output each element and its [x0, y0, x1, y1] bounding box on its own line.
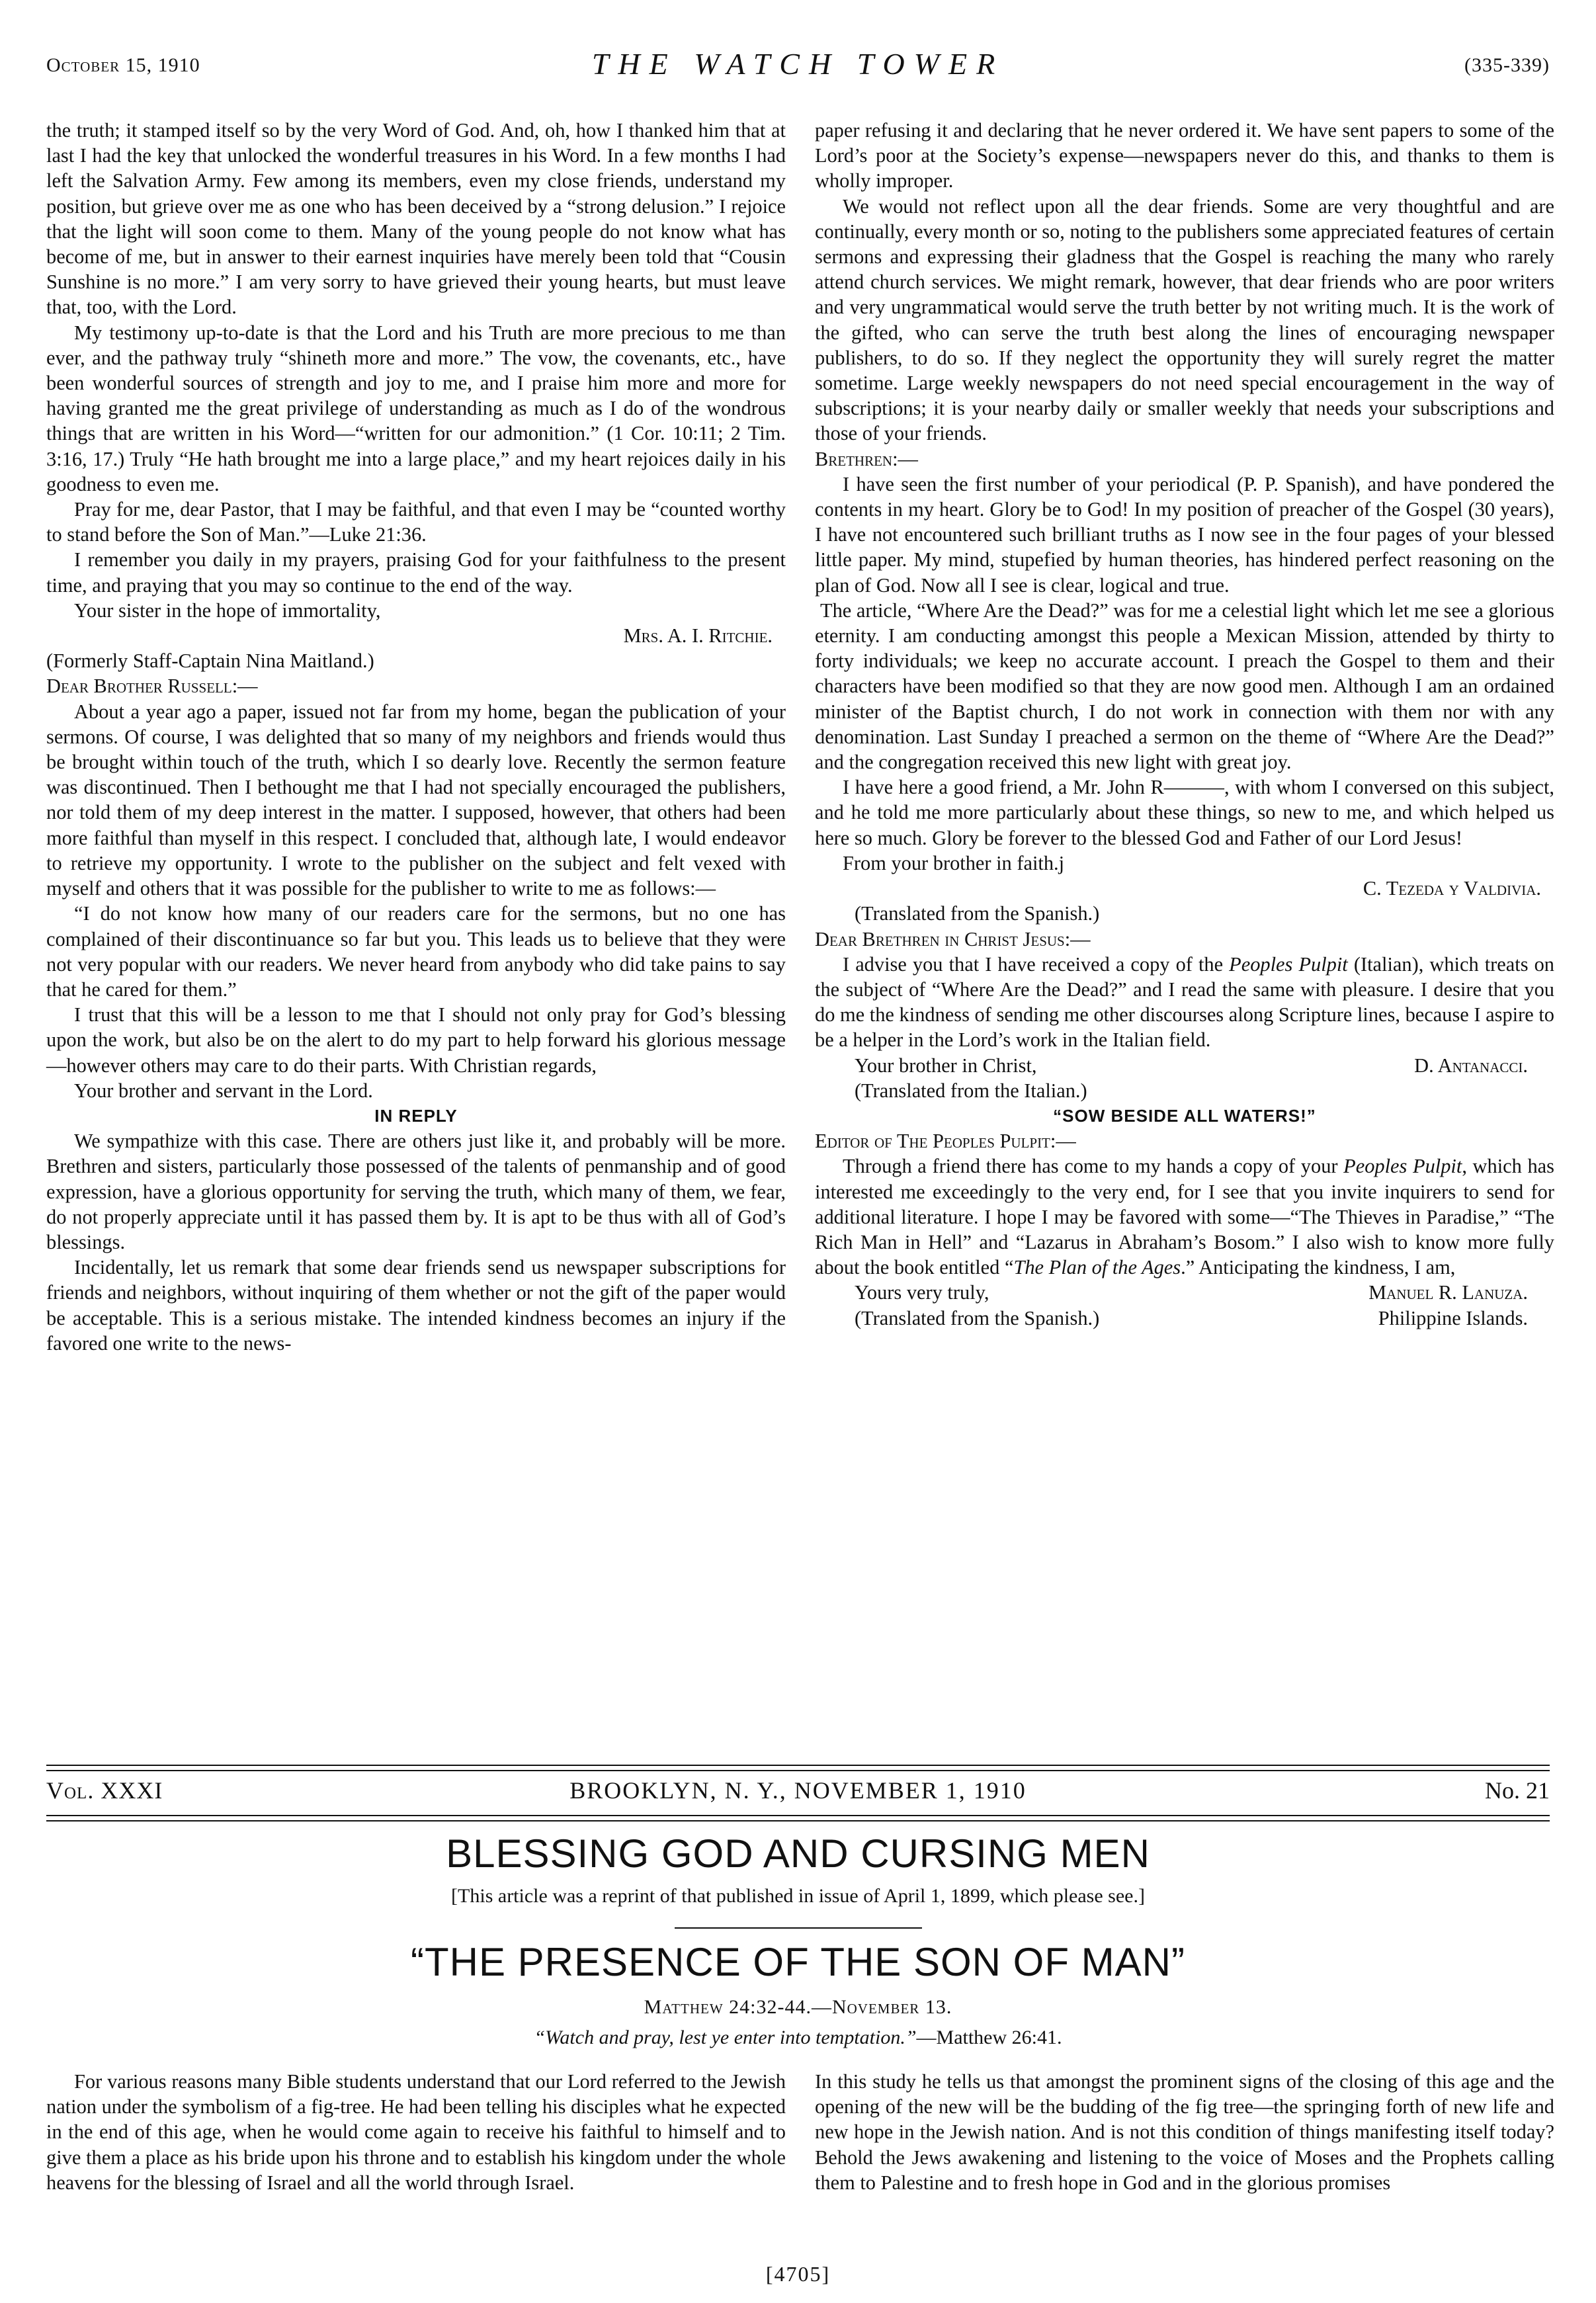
page-number: [4705] [765, 2262, 831, 2286]
paragraph: For various reasons many Bible students understand that our Lord referred to the Jewish nation under the symbolism of a fig-tree. He had been telling his disciples what he expected in the end of this age, when he would come again to receive his faithful to himself and to give them a place as his bride upon his throne and to establish his kingdom under the whole heavens for the blessing of Israel and all the world through Israel. [46, 2070, 786, 2194]
paragraph [815, 1153, 1554, 1280]
divider [675, 1927, 922, 1929]
running-head [46, 46, 1550, 86]
paragraph: We would not reflect upon all the dear friends. Some are very thoughtful and are continually, every month or so, noting to the publishers some appreciated features of certain sermons and expressing their gladness that the Gospel is reaching the many who rarely attend church services. We might remark, however, that dear friends who are poor writers and very ungrammatical would serve the truth better by not writing much. It is the work of the gifted, who can serve the truth best along the lines of encouraging newspaper publishers, to do so. If they neglect the opportunity they will surely regret the matter sometime. Large weekly newspapers do not need special encouragement in the way of subscriptions; it is your nearby daily or smaller weekly that needs your subscriptions and those of your friends. [815, 194, 1554, 445]
text-run: .” Anticipating the kindness, I am, [1181, 1256, 1456, 1279]
column-bottom-right [815, 2069, 1554, 2195]
text-run: I advise you that I have received a copy of the [843, 952, 1230, 976]
paragraph: I trust that this will be a lesson to me that I should not only pray for God’s blessing upon the work, but also be on the alert to do my part to help forward his glorious message—however others may care to do their parts. With Christian regards, [46, 1003, 786, 1077]
paragraph: We sympathize with this case. There are others just like it, and probably will be more. Brethren and sisters, particularly those possessed of the talents of penmanship and of good expression, have a glorious opportunity for serving the truth, which many of them, we fear, do not properly appreciate until it has passed them by. It is apt to be thus with all of God’s blessings. [46, 1130, 786, 1253]
paragraph: I have seen the first number of your periodical (P. P. Spanish), and have pondered the contents in my heart. Glory be to God! In my position of preacher of the Gospel (30 years), I have not encountered such brilliant truths as I now see in the four pages of your blessed little paper. My mind, stupefied by human theories, has hindered perfect reasoning on the plan of God. Now all I see is clear, logical and true. [815, 472, 1554, 597]
column-top-left [46, 118, 786, 1356]
article-note: [This article was a reprint of that published in issue of April 1, 1899, which please see.] [451, 1885, 1145, 1907]
book-title: The Plan of the Ages [1013, 1256, 1181, 1279]
letter-closing: Your brother and servant in the Lord. [74, 1079, 373, 1102]
signature-note: (Formerly Staff-Captain Nina Maitland.) [46, 649, 374, 673]
text-run: , which has interested me exceedingly to the very end, for I see that you invite inquirers to send for additional literature. I hope I may be favored with some—“The Thieves in Paradise,” “The Rich Man in Hell” and “Lazarus in Abraham’s Bosom.” I also wish to know more fully about the book entitled “ [815, 1155, 1554, 1279]
motto-text: “Watch and pray, lest ye enter into temptation.” [534, 2027, 917, 2048]
paragraph: Incidentally, let us remark that some dear friends send us newspaper subscriptions for friends and neighbors, without inquiring of them whether or not the gift of the paper would be acceptable. This is a serious mistake. The intended kindness becomes an injury if the favored one write to the news- [46, 1256, 786, 1355]
paragraph: “I do not know how many of our readers care for the sermons, but no one has complained of their discontinuance so far but you. This leads us to believe that they were not very popular with our readers. We never heard from anybody who did take pains to say that he cared for them.” [46, 902, 786, 1001]
signature-row [815, 1053, 1554, 1078]
signature-place: Philippine Islands. [1378, 1306, 1528, 1329]
paragraph: the truth; it stamped itself so by the very Word of God. And, oh, how I thanked him that at last I had the key that unlocked the wonderful treasures in his Word. In a few months I had left the Salvation Army. Few among its members, even my close friends, understand my position, but grieve over me as one who has been deceived by a “strong delusion.” I rejoice that the light will soon come to them. Many of the young people do not know what has become of me, but in answer to their earnest inquiries have merely been told that “Cousin Sunshine is no more.” I am very sorry to have grieved their young hearts, but must leave that, too, with the Lord. [46, 119, 786, 319]
paragraph: paper refusing it and declaring that he never ordered it. We have sent papers to some of the Lord’s poor at the Society’s expense—newspapers never do this, and thanks to them is wholly improper. [815, 119, 1554, 192]
issue-line [46, 1777, 1550, 1810]
volume-number: Vol. XXXI [46, 1777, 163, 1804]
article-title: BLESSING GOD AND CURSING MEN [446, 1831, 1150, 1876]
signature-row [815, 1280, 1554, 1305]
paragraph: The article, “Where Are the Dead?” was for me a celestial light which let me see a glorious eternity. I am conducting amongst this people a Mexican Mission, attended by thirty to forty individuals; we keep no accurate account. I preach the Gospel to them and their characters have been modified so that they are now good men. Although I am an ordained minister of the Baptist church, I do not work in connection with them nor with any denomination. Last Sunday I preached a sermon on the theme of “Where Are the Dead?” and the congregation received this new light with great joy. [815, 599, 1554, 774]
letter-closing: Yours very truly, [855, 1281, 989, 1304]
letter-salutation: Dear Brother Russell:— [46, 675, 258, 698]
divider [46, 1765, 1550, 1771]
paragraph: I have here a good friend, a Mr. John R———, with whom I conversed on this subject, and he told me more particularly about these things, so new to me, and which helped us here so much. Glory be forever to the blessed God and Father of our Lord Jesus! [815, 776, 1554, 849]
scripture-reference: Matthew 24:32-44.—November 13. [644, 1996, 952, 2018]
letter-signature: Manuel R. Lanuza. [1368, 1281, 1528, 1304]
letter-signature: Mrs. A. I. Ritchie. [623, 624, 773, 648]
section-heading: “SOW BESIDE ALL WATERS!” [1053, 1105, 1316, 1126]
letter-signature: C. Tezeda y Valdivia. [1363, 877, 1541, 900]
page-range: (335-339) [1464, 54, 1550, 76]
publication-title: Peoples Pulpit [1229, 952, 1348, 976]
letter-salutation: Brethren:— [815, 447, 918, 470]
article-title: “THE PRESENCE OF THE SON OF MAN” [411, 1940, 1185, 1984]
paragraph [815, 952, 1554, 1053]
letter-salutation: Editor of The Peoples Pulpit:— [815, 1130, 1076, 1153]
publication-title: Peoples Pulpit [1343, 1155, 1462, 1178]
column-bottom-left [46, 2069, 786, 2195]
paragraph: About a year ago a paper, issued not far from my home, began the publication of your sermons. Of course, I was delighted that so many of my neighbors and friends would thus be brought within touch of the truth, which I so dearly love. Recently the sermon feature was discontinued. Then I bethought me that I had not specially encouraged the publishers, nor told them of my deep interest in the matter. I supposed, however, that others had been more faithful than myself in this respect. I concluded that, although late, I would endeavor to retrieve my opportunity. I wrote to the publisher on the subject and felt vexed with myself and others that it was possible for the publisher to write to me as follows:— [46, 700, 786, 900]
text-run: (Italian), which treats on the subject of “Where Are the Dead?” and I read the same with pleasure. I desire that you do me the kindness of sending me other discourses along Scripture lines, because I aspire to be a helper in the Lord’s work in the Italian field. [815, 952, 1554, 1052]
section-heading: IN REPLY [374, 1105, 458, 1126]
letter-closing: Your brother in Christ, [855, 1054, 1037, 1077]
masthead-title: THE WATCH TOWER [591, 47, 1005, 81]
translation-note: (Translated from the Spanish.) [855, 902, 1100, 925]
paragraph: Pray for me, dear Pastor, that I may be faithful, and that even I may be “counted worthy to stand before the Son of Man.”—Luke 21:36. [46, 498, 786, 546]
running-head-date: October 15, 1910 [46, 54, 200, 76]
letter-salutation: Dear Brethren in Christ Jesus:— [815, 927, 1091, 950]
signature-row [815, 1306, 1554, 1331]
text-run: Through a friend there has come to my hands a copy of your [843, 1155, 1344, 1178]
article-motto [0, 2027, 1596, 2049]
letter-signature: D. Antanacci. [1414, 1054, 1528, 1077]
divider [46, 1815, 1550, 1821]
letter-closing: Your sister in the hope of immortality, [74, 599, 381, 622]
column-top-right [815, 118, 1554, 1331]
issue-place-date: BROOKLYN, N. Y., NOVEMBER 1, 1910 [569, 1777, 1027, 1804]
translation-note: (Translated from the Italian.) [855, 1079, 1087, 1102]
paragraph: I remember you daily in my prayers, praising God for your faithfulness to the present time, and praying that you may so continue to the end of the way. [46, 548, 786, 597]
paragraph: In this study he tells us that amongst the prominent signs of the closing of this age and the opening of the new will be the budding of the fig tree—the springing forth of new life and new hope in the Jewish nation. And is not this condition of things manifesting itself today? Behold the Jews awakening and listening to the voice of Moses and the Prophets calling them to Palestine and to fresh hope in God and in the glorious promises [815, 2070, 1554, 2194]
motto-reference: —Matthew 26:41. [916, 2027, 1062, 2048]
paragraph: My testimony up-to-date is that the Lord and his Truth are more precious to me than ever, and the pathway truly “shineth more and more.” The vow, the covenants, etc., have been wonderful sources of strength and joy to me, and I praise him more and more for having granted me the great privilege of understanding as much as I do of the wondrous things that are written in his Word—“written for our admonition.” (1 Cor. 10:11; 2 Tim. 3:16, 17.) Truly “He hath brought me into a large place,” and my heart rejoices daily in his goodness to even me. [46, 321, 786, 495]
translation-note: (Translated from the Spanish.) [855, 1306, 1100, 1329]
issue-number: No. 21 [1485, 1777, 1550, 1804]
letter-closing: From your brother in faith.j [843, 851, 1065, 874]
